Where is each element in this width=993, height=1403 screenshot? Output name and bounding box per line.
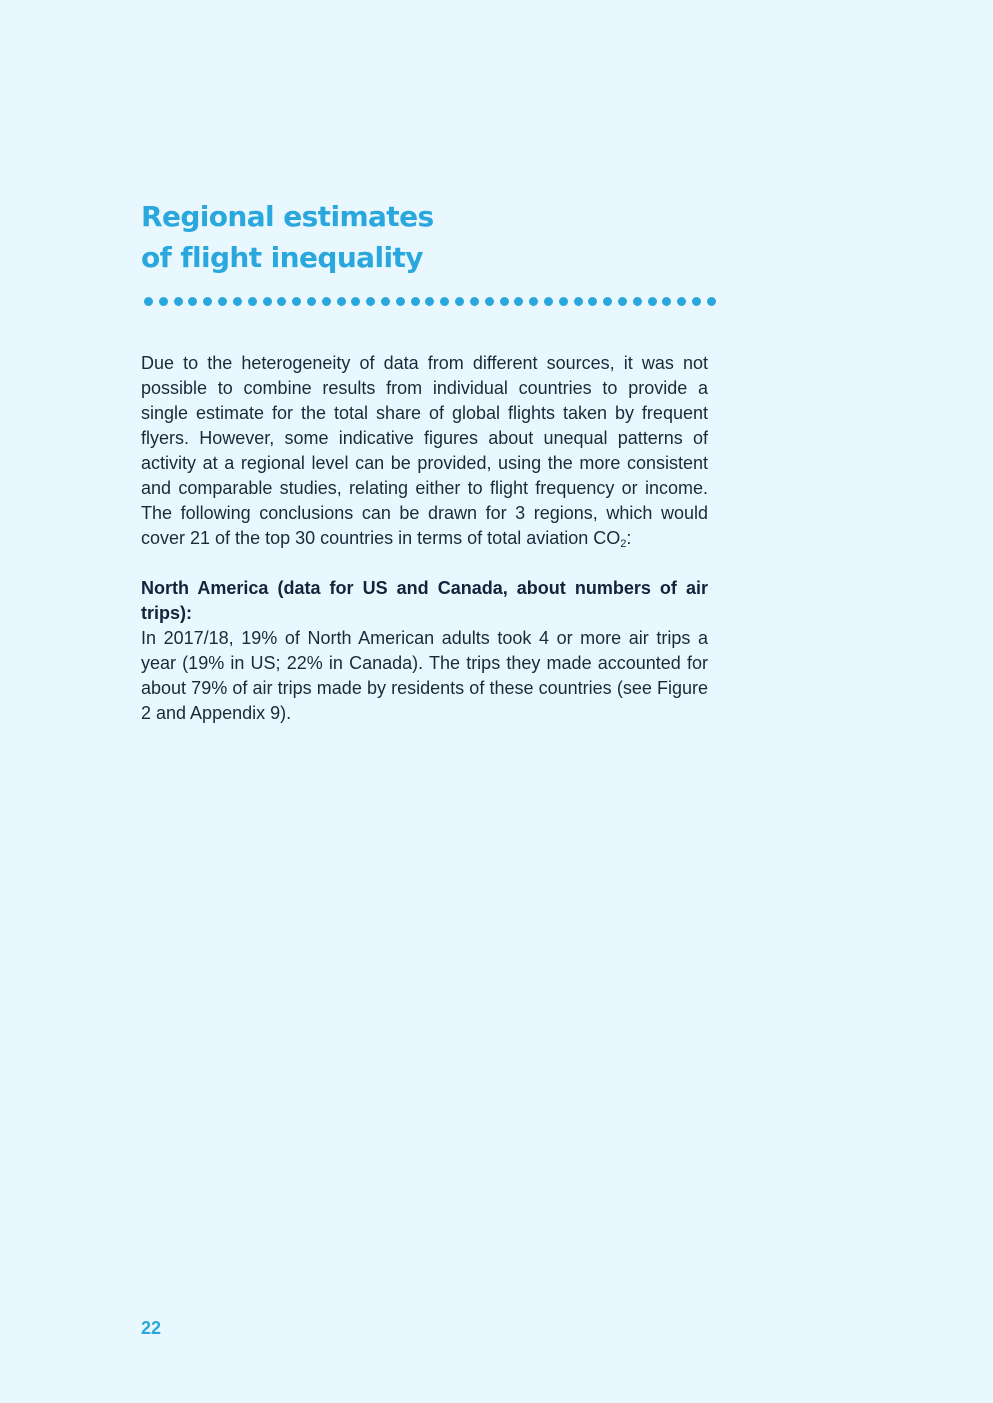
divider-dot [351,297,360,306]
north-america-paragraph: In 2017/18, 19% of North American adults took 4 or more air trips a year (19% in US; 22% in Canada). The trips they made accounted for about 79% of air trips made by residents of these countries (see Figure 2 and Appendix 9). [141,628,708,723]
divider-dot [292,297,301,306]
divider-dot [277,297,286,306]
intro-paragraph [141,351,708,551]
divider-dot [662,297,671,306]
body-text [141,351,708,726]
divider-dot [203,297,212,306]
divider-dot [337,297,346,306]
divider-dot [500,297,509,306]
divider-dot [485,297,494,306]
north-america-heading: North America (data for US and Canada, about numbers of air trips): [141,578,708,623]
divider-dot [440,297,449,306]
divider-dot [633,297,642,306]
title-line-1: Regional estimates [141,200,434,233]
divider-dot [692,297,701,306]
section-title [141,196,741,278]
divider-dot [677,297,686,306]
page-number: 22 [141,1318,162,1338]
intro-suffix: : [626,528,632,548]
divider-dot [648,297,657,306]
divider-dot [707,297,716,306]
dotted-divider [144,296,716,306]
divider-dot [218,297,227,306]
divider-dot [514,297,523,306]
divider-dot [248,297,257,306]
divider-dot [529,297,538,306]
intro-text: Due to the heterogeneity of data from different sources, it was not possible to combine results from individual countries to provide a single estimate for the total share of global flights taken by frequent flyers. However, some indicative figures about unequal patterns of activity at a regional level can be provided, using the more consistent and comparable studies, relating either to flight frequency or income. The following conclusions can be drawn for 3 regions, which would cover 21 of the top 30 countries in terms of total aviation CO [141,353,708,548]
divider-dot [396,297,405,306]
divider-dot [381,297,390,306]
divider-dot [188,297,197,306]
divider-dot [411,297,420,306]
divider-dot [574,297,583,306]
divider-dot [366,297,375,306]
divider-dot [455,297,464,306]
divider-dot [307,297,316,306]
divider-dot [603,297,612,306]
divider-dot [233,297,242,306]
divider-dot [263,297,272,306]
divider-dot [425,297,434,306]
divider-dot [559,297,568,306]
divider-dot [174,297,183,306]
divider-dot [144,297,153,306]
divider-dot [322,297,331,306]
divider-dot [470,297,479,306]
co2-subscript: 2 [620,538,627,550]
divider-dot [159,297,168,306]
divider-dot [588,297,597,306]
divider-dot [618,297,627,306]
divider-dot [544,297,553,306]
title-line-2: of flight inequality [141,241,423,274]
